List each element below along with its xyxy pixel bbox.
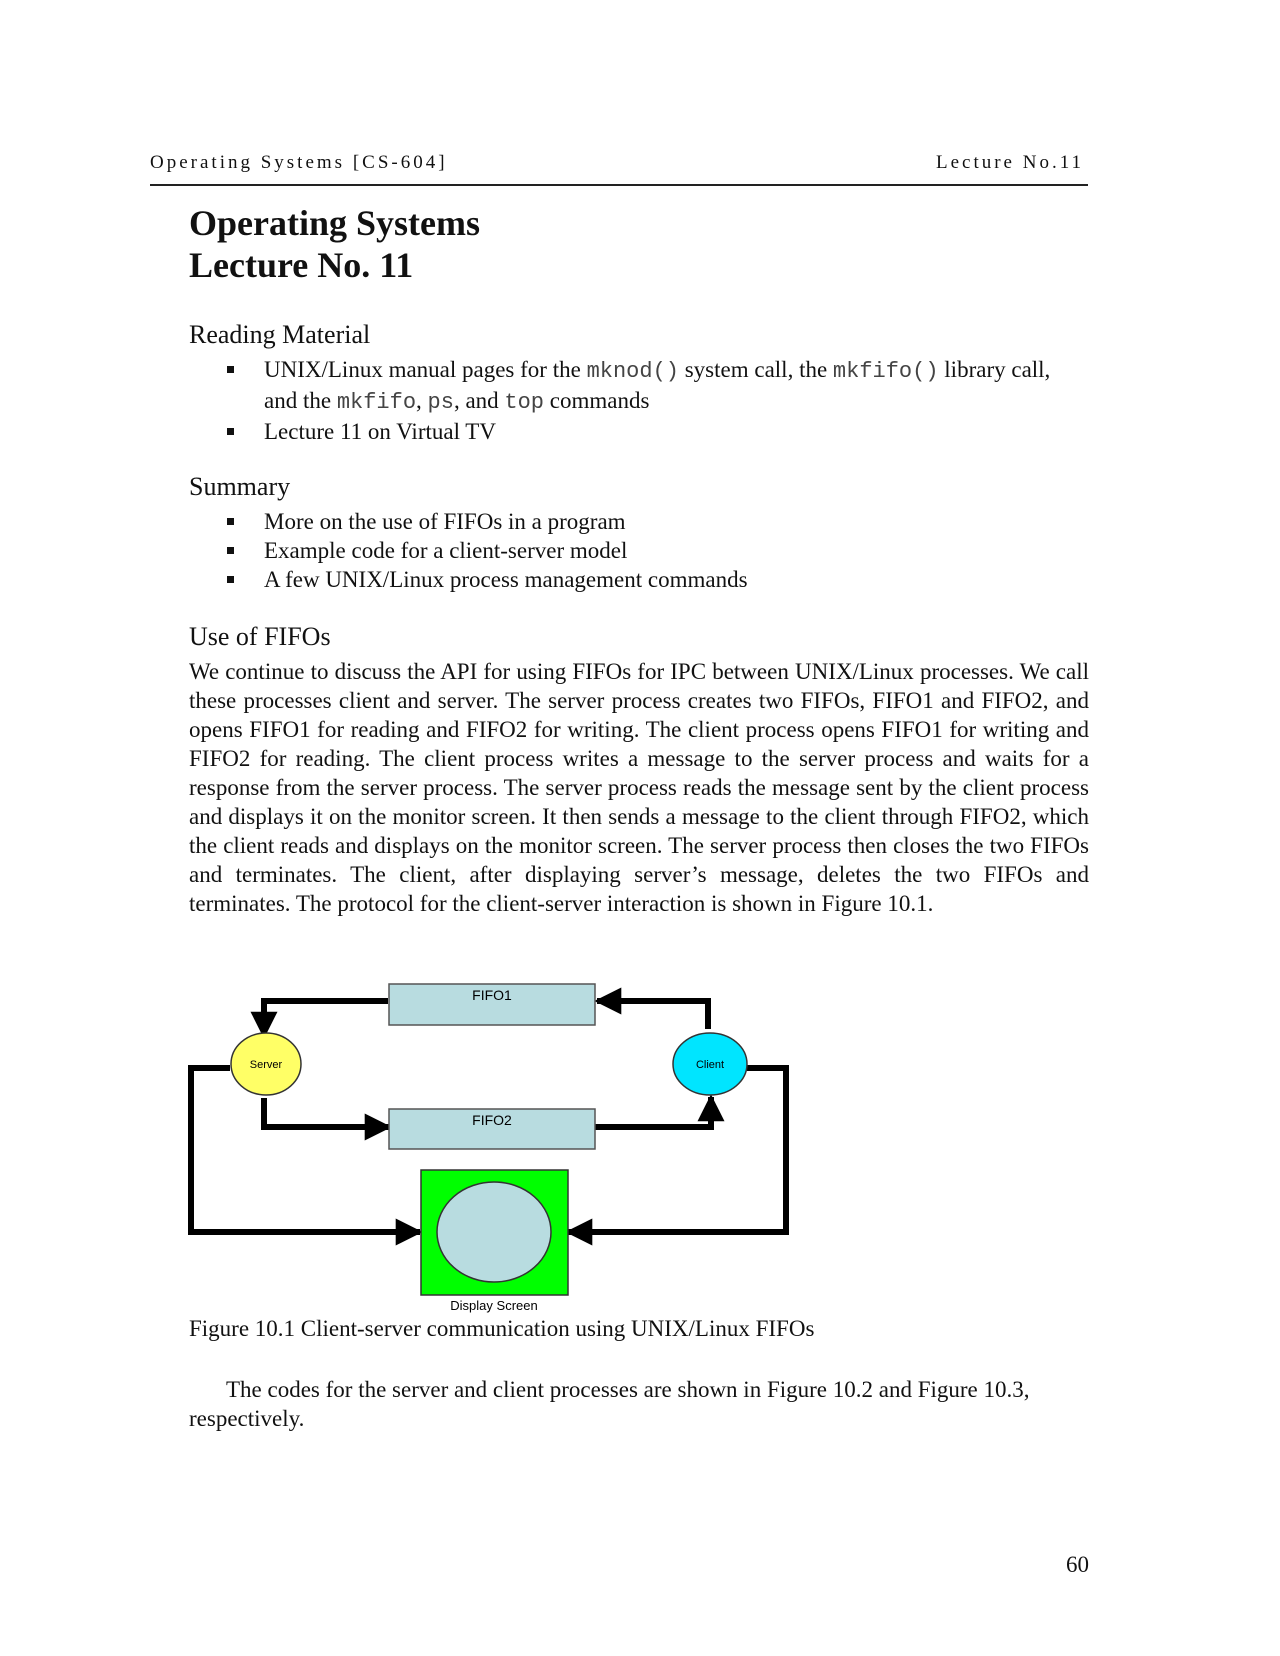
arrow-fifo1-to-server: [264, 1001, 388, 1036]
arrow-fifo2-to-client: [595, 1097, 711, 1127]
server-label: Server: [249, 1059, 283, 1071]
display-screen-label: Display Screen: [450, 1298, 538, 1313]
header-lecture: Lecture No.11: [935, 152, 1084, 173]
fifo1-label: FIFO1: [472, 987, 512, 1003]
arrow-client-to-fifo1: [597, 1001, 708, 1029]
arrow-server-to-display: [191, 1068, 420, 1232]
list-item: More on the use of FIFOs in a program: [189, 507, 1089, 536]
closing-paragraph: The codes for the server and client processes are shown in Figure 10.2 and Figure 10.3, respectively.: [189, 1377, 1030, 1431]
list-item: UNIX/Linux manual pages for the mknod() system call, the mkfifo() library call, and the mkfifo, ps, and top commands: [189, 355, 1089, 417]
title-line-1: Operating Systems: [189, 203, 480, 243]
display-screen-disk: [437, 1182, 551, 1282]
list-item: A few UNIX/Linux process management commands: [189, 565, 1089, 594]
list-item: Lecture 11 on Virtual TV: [189, 417, 1089, 446]
header-course: Operating Systems [CS-604]: [150, 152, 448, 173]
title-line-2: Lecture No. 11: [189, 245, 414, 285]
reading-heading: Reading Material: [189, 320, 371, 349]
fifos-heading: Use of FIFOs: [189, 622, 331, 651]
arrow-server-to-fifo2: [264, 1098, 389, 1127]
list-item: Example code for a client-server model: [189, 536, 1089, 565]
arrow-client-to-display: [568, 1068, 786, 1232]
page-number: 60: [1066, 1552, 1089, 1577]
client-label: Client: [695, 1059, 725, 1071]
figure-caption: Figure 10.1 Client-server communication using UNIX/Linux FIFOs: [189, 1316, 815, 1341]
fifos-paragraph: We continue to discuss the API for using FIFOs for IPC between UNIX/Linux processes. We call these processes client and server. The server process creates two FIFOs, FIFO1 and FIFO2, and opens FIFO1 for reading and FIFO2 for writing. The client process opens FIFO1 for writing and FIFO2 for reading. The client process writes a message to the server process and waits for a response from the server process. The server process reads the message sent by the client process and displays it on the monitor screen. It then sends a message to the client through FIFO2, which the client reads and displays on the monitor screen. The server process then closes the two FIFOs and terminates. The client, after displaying server’s message, deletes the two FIFOs and terminates. The protocol for the client-server interaction is shown in Figure 10.1.: [189, 659, 1089, 916]
fifo2-label: FIFO2: [472, 1112, 512, 1128]
summary-heading: Summary: [189, 472, 291, 501]
